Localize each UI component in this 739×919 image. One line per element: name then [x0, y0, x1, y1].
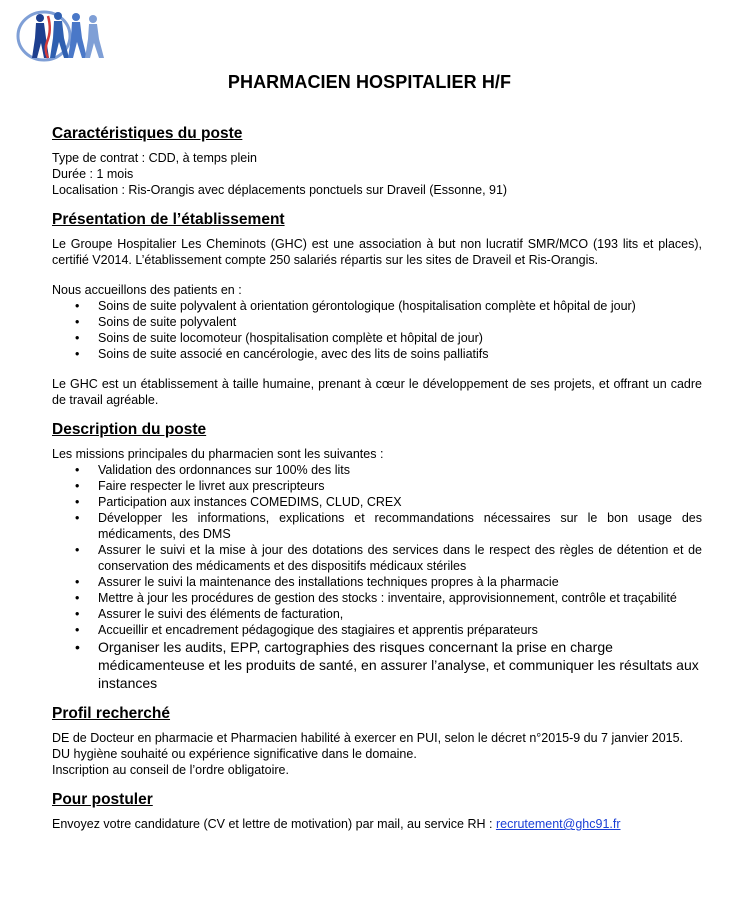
list-item: • Faire respecter le livret aux prescripteurs — [98, 478, 702, 494]
heading-profil: Profil recherché — [52, 705, 171, 722]
profil-line: DE de Docteur en pharmacie et Pharmacien habilité à exercer en PUI, selon le décret n°2015-9 du 7 janvier 2015. — [52, 731, 684, 745]
patients-intro: Nous accueillons des patients en : — [52, 283, 242, 297]
list-item: • Participation aux instances COMEDIMS, CLUD, CREX — [98, 494, 702, 510]
document-body — [52, 124, 702, 844]
section-postuler — [52, 790, 702, 832]
duration-line: Durée : 1 mois — [52, 167, 134, 181]
list-item: • Validation des ordonnances sur 100% des lits — [98, 462, 702, 478]
ghc-paragraph: Le GHC est un établissement à taille humaine, prenant à cœur le développement de ses projets, et offrant un cadre de travail agréable. — [52, 377, 702, 407]
section-presentation — [52, 210, 702, 408]
list-item: • Organiser les audits, EPP, cartographies des risques concernant la prise en charge médicamenteuse et les produits de santé, en assurer l’analyse, et communiquer les résultats aux instances — [98, 638, 702, 692]
heading-description: Description du poste — [52, 421, 207, 438]
list-item: • Accueillir et encadrement pédagogique des stagiaires et apprentis préparateurs — [98, 622, 702, 638]
list-item: • Assurer le suivi la maintenance des installations techniques propres à la pharmacie — [98, 574, 702, 590]
recruitment-email-link[interactable]: recrutement@ghc91.fr — [495, 817, 621, 831]
list-item: • Soins de suite polyvalent à orientation gérontologique (hospitalisation complète et hôpital de jour) — [98, 298, 702, 314]
patients-list — [52, 298, 702, 362]
list-item: • Soins de suite locomoteur (hospitalisation complète et hôpital de jour) — [98, 330, 702, 346]
section-profil — [52, 704, 702, 778]
missions-list — [52, 462, 702, 638]
section-description — [52, 420, 702, 692]
list-item: • Assurer le suivi et la mise à jour des dotations des services dans le respect des règles de détention et de conservation des médicaments et des dispositifs médicaux stériles — [98, 542, 702, 574]
apply-line — [52, 816, 702, 832]
location-line: Localisation : Ris-Orangis avec déplacements ponctuels sur Draveil (Essonne, 91) — [52, 183, 508, 197]
heading-postuler: Pour postuler — [52, 791, 153, 808]
list-item: • Soins de suite associé en cancérologie, avec des lits de soins palliatifs — [98, 346, 702, 362]
heading-presentation: Présentation de l’établissement — [52, 211, 285, 228]
list-item: • Mettre à jour les procédures de gestion des stocks : inventaire, approvisionnement, contrôle et traçabilité — [98, 590, 702, 606]
section-caracteristiques — [52, 124, 702, 198]
list-item: • Soins de suite polyvalent — [98, 314, 702, 330]
missions-list-extra — [52, 638, 702, 692]
list-item: • Assurer le suivi des éléments de facturation, — [98, 606, 702, 622]
missions-intro: Les missions principales du pharmacien sont les suivantes : — [52, 447, 384, 461]
page-title: PHARMACIEN HOSPITALIER H/F — [227, 72, 512, 92]
apply-text: Envoyez votre candidature (CV et lettre de motivation) par mail, au service RH : — [52, 817, 496, 831]
ghc-logo-icon — [14, 8, 110, 62]
heading-caracteristiques: Caractéristiques du poste — [52, 125, 243, 142]
profil-line: DU hygiène souhaité ou expérience significative dans le domaine. — [52, 747, 417, 761]
contract-type-line: Type de contrat : CDD, à temps plein — [52, 151, 257, 165]
presentation-paragraph: Le Groupe Hospitalier Les Cheminots (GHC) est une association à but non lucratif SMR/MCO (193 lits et places), certifié V2014. L’établissement compte 250 salariés répartis sur les sites de Draveil et Ris-Orangis. — [52, 237, 702, 267]
profil-line: Inscription au conseil de l’ordre obligatoire. — [52, 763, 289, 777]
list-item: • Développer les informations, explications et recommandations nécessaires sur le bon usage des médicaments, des DMS — [98, 510, 702, 542]
